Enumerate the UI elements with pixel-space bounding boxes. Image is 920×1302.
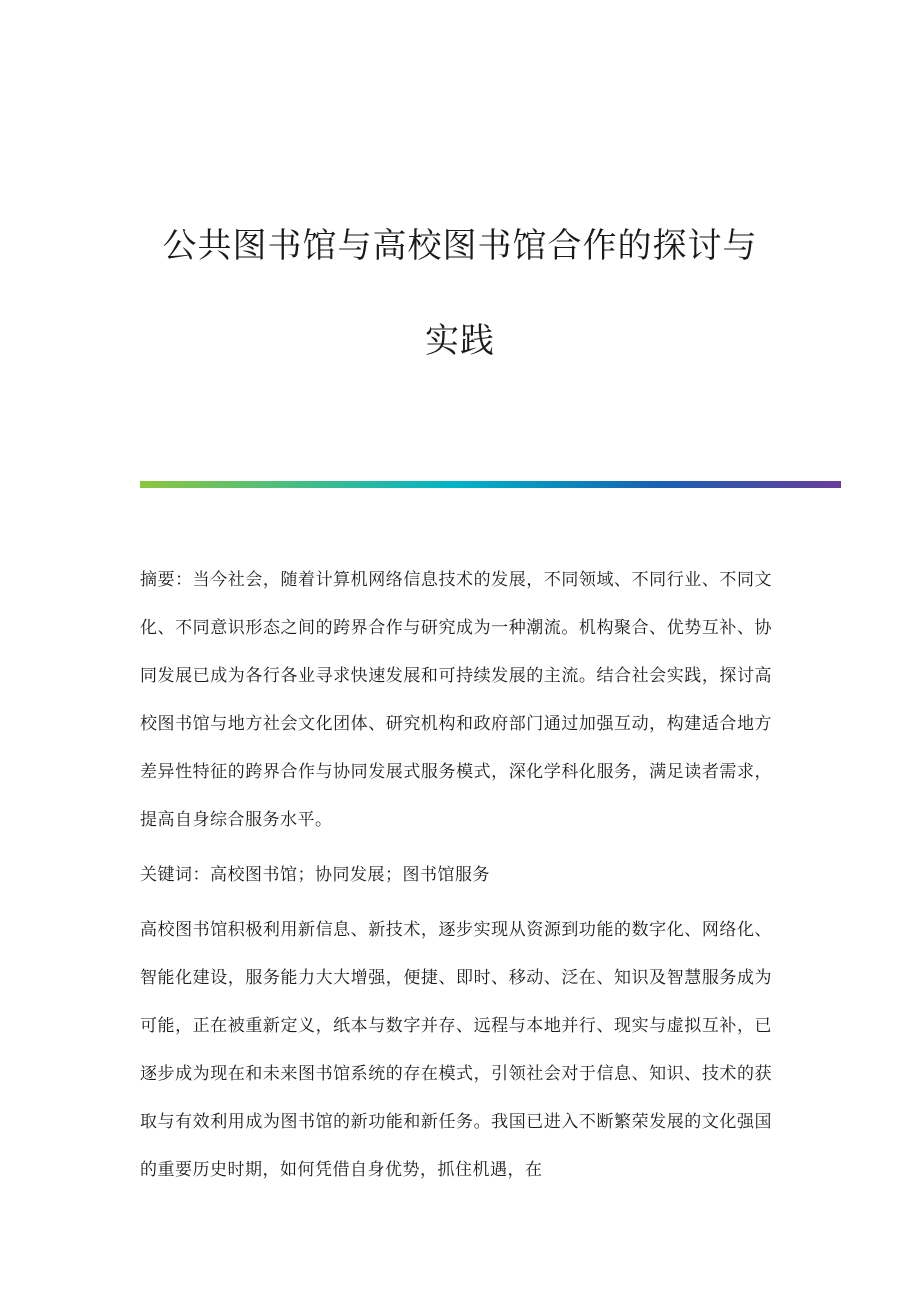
document-title-line-2: 实践: [425, 321, 495, 361]
abstract-paragraph: 摘要：当今社会，随着计算机网络信息技术的发展，不同领域、不同行业、不同文化、不同意识形态之间的跨界合作与研究成为一种潮流。机构聚合、优势互补、协同发展已成为各行各业寻求快速发展和可持续发展的主流。结合社会实践，探讨高校图书馆与地方社会文化团体、研究机构和政府部门通过加强互动，构建适合地方差异性特征的跨界合作与协同发展式服务模式，深化学科化服务，满足读者需求，提高自身综合服务水平。: [140, 570, 772, 830]
document-title-line-1: 公共图书馆与高校图书馆合作的探讨与: [162, 226, 758, 266]
gradient-divider: [140, 481, 841, 488]
keywords-line: 关键词：高校图书馆；协同发展；图书馆服务: [140, 865, 490, 885]
body-paragraph: 高校图书馆积极利用新信息、新技术，逐步实现从资源到功能的数字化、网络化、智能化建设，服务能力大大增强，便捷、即时、移动、泛在、知识及智慧服务成为可能，正在被重新定义，纸本与数字并存、远程与本地并行、现实与虚拟互补，已逐步成为现在和未来图书馆系统的存在模式，引领社会对于信息、知识、技术的获取与有效利用成为图书馆的新功能和新任务。我国已进入不断繁荣发展的文化强国的重要历史时期，如何凭借自身优势，抓住机遇，在: [140, 920, 772, 1180]
